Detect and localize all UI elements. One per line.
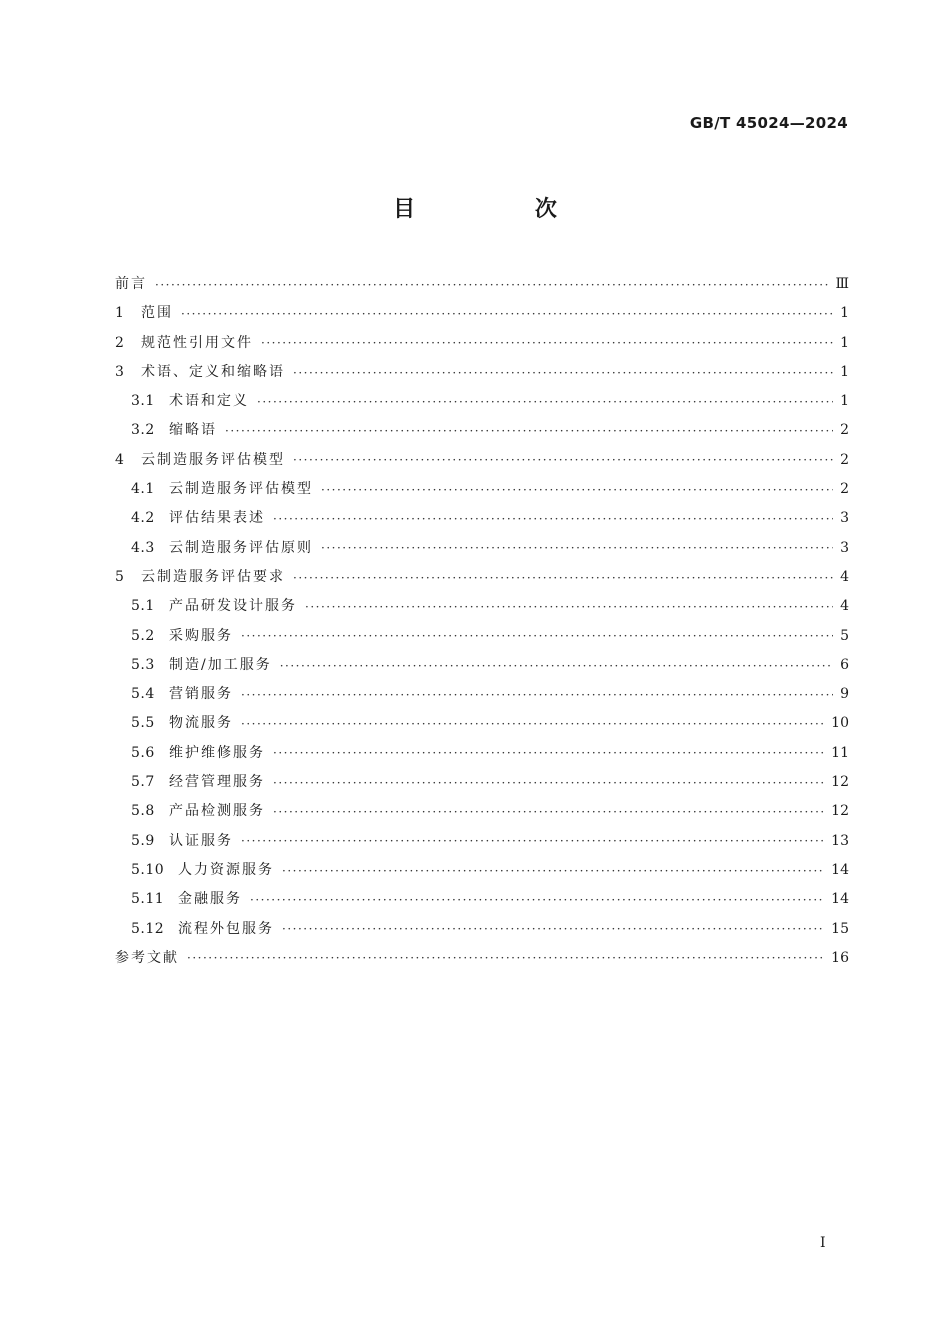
toc-entry-page: Ⅲ <box>835 276 849 292</box>
toc-entry-number: 4.2 <box>131 510 155 527</box>
toc-entry-label: 规范性引用文件 <box>141 334 253 351</box>
toc-leader-dots <box>273 746 825 760</box>
toc-entry-number: 5.1 <box>131 598 155 615</box>
toc-leader-dots <box>321 483 833 497</box>
toc-entry-label: 云制造服务评估原则 <box>169 539 313 556</box>
toc-leader-dots <box>155 278 829 292</box>
toc-entry-number: 4 <box>115 451 125 468</box>
toc-entry-page: 3 <box>840 539 849 556</box>
toc-entry-page: 3 <box>840 510 849 527</box>
toc-entry-label: 云制造服务评估要求 <box>141 568 285 585</box>
toc-leader-dots <box>293 453 833 467</box>
toc-entry-page: 11 <box>831 744 849 761</box>
toc-entry-page: 9 <box>840 686 849 703</box>
standard-number: GB/T 45024—2024 <box>689 114 848 132</box>
toc-leader-dots <box>282 922 825 936</box>
toc-leader-dots <box>293 571 833 585</box>
toc-entry[interactable] <box>115 446 849 475</box>
toc-entry[interactable] <box>115 329 849 358</box>
toc-leader-dots <box>250 893 825 907</box>
toc-entry-label: 产品研发设计服务 <box>169 598 297 615</box>
toc-entry-page: 2 <box>840 481 849 498</box>
toc-entry-label: 术语、定义和缩略语 <box>141 363 285 380</box>
toc-entry-label: 产品检测服务 <box>169 803 265 820</box>
toc-entry-page: 10 <box>831 715 849 732</box>
toc-entry[interactable] <box>115 768 849 797</box>
toc-leader-dots <box>241 717 825 731</box>
toc-entry-number: 3.2 <box>131 422 155 439</box>
toc-leader-dots <box>257 395 833 409</box>
toc-entry-label: 流程外包服务 <box>178 920 274 937</box>
toc-entry-label: 前言 <box>115 276 147 292</box>
toc-entry-number: 5 <box>115 568 125 585</box>
toc-leader-dots <box>321 541 833 555</box>
toc-entry[interactable] <box>115 915 849 944</box>
toc-entry[interactable] <box>115 299 849 328</box>
toc-entry[interactable] <box>115 387 849 416</box>
toc-leader-dots <box>225 424 833 438</box>
toc-entry-label: 云制造服务评估模型 <box>141 451 285 468</box>
toc-entry[interactable] <box>115 827 849 856</box>
toc-entry-number: 4.3 <box>131 539 155 556</box>
toc-leader-dots <box>280 659 833 673</box>
toc-entry-number: 4.1 <box>131 481 155 498</box>
toc-entry-page: 6 <box>840 656 849 673</box>
toc-entry-number: 5.12 <box>131 920 165 937</box>
toc-entry-page: 1 <box>840 363 849 380</box>
toc-leader-dots <box>273 805 825 819</box>
toc-entry-number: 5.2 <box>131 627 155 644</box>
page-title: 目 次 <box>393 197 613 222</box>
toc-entry-page: 1 <box>840 334 849 351</box>
toc-leader-dots <box>187 951 825 965</box>
toc-entry-page: 15 <box>831 920 849 937</box>
toc-entry-number: 5.5 <box>131 715 155 732</box>
toc-entry-label: 术语和定义 <box>169 393 249 410</box>
toc-entry-number: 5.9 <box>131 832 155 849</box>
toc-entry-number: 2 <box>115 334 125 351</box>
toc-entry[interactable] <box>115 622 849 651</box>
toc-leader-dots <box>181 307 833 321</box>
toc-leader-dots <box>273 512 833 526</box>
toc-entry-page: 1 <box>840 305 849 322</box>
toc-leader-dots <box>241 834 825 848</box>
toc-entry-label: 人力资源服务 <box>178 861 274 878</box>
toc-entry-number: 3.1 <box>131 393 155 410</box>
page-folio: I <box>820 1235 826 1251</box>
toc-entry-number: 5.6 <box>131 744 155 761</box>
toc-entry[interactable] <box>115 709 849 738</box>
toc-entry[interactable] <box>115 416 849 445</box>
toc-leader-dots <box>305 600 833 614</box>
toc-entry-page: 12 <box>831 774 849 791</box>
toc-entry-label: 缩略语 <box>169 422 217 439</box>
toc-entry-number: 5.8 <box>131 803 155 820</box>
toc-entry[interactable] <box>115 856 849 885</box>
toc-entry-number: 5.3 <box>131 656 155 673</box>
toc-entry[interactable] <box>115 739 849 768</box>
toc-entry-label: 采购服务 <box>169 627 233 644</box>
toc-entry-page: 5 <box>840 627 849 644</box>
toc-entry-page: 1 <box>840 393 849 410</box>
toc-leader-dots <box>241 629 833 643</box>
toc-entry[interactable] <box>115 475 849 504</box>
toc-leader-dots <box>282 864 825 878</box>
toc-leader-dots <box>261 336 833 350</box>
toc-entry-number: 5.7 <box>131 774 155 791</box>
toc-entry-page: 4 <box>840 568 849 585</box>
toc-leader-dots <box>273 776 825 790</box>
toc-entry[interactable] <box>115 592 849 621</box>
toc-entry-number: 3 <box>115 363 125 380</box>
toc-entry[interactable] <box>115 797 849 826</box>
toc-entry-page: 14 <box>831 861 849 878</box>
toc-entry-label: 范围 <box>141 305 173 322</box>
toc-entry-label: 经营管理服务 <box>169 774 265 791</box>
toc-entry[interactable] <box>115 563 849 592</box>
toc-entry-number: 5.10 <box>131 861 165 878</box>
toc-entry-label: 维护维修服务 <box>169 744 265 761</box>
toc-entry-label: 制造/加工服务 <box>169 656 272 673</box>
toc-entry-label: 参考文献 <box>115 949 179 966</box>
toc-entry-page: 12 <box>831 803 849 820</box>
toc-entry-page: 2 <box>840 451 849 468</box>
toc-entry-label: 金融服务 <box>178 891 242 908</box>
toc-leader-dots <box>293 366 833 380</box>
toc-entry[interactable] <box>115 270 849 299</box>
toc-entry-page: 13 <box>831 832 849 849</box>
toc-entry-label: 认证服务 <box>169 832 233 849</box>
toc-entry-page: 14 <box>831 891 849 908</box>
toc-entry[interactable] <box>115 680 849 709</box>
toc-entry[interactable] <box>115 504 849 533</box>
toc-entry-page: 4 <box>840 598 849 615</box>
toc-entry-label: 评估结果表述 <box>169 510 265 527</box>
toc-entry-page: 16 <box>831 949 849 966</box>
toc-entry[interactable] <box>115 534 849 563</box>
toc-entry[interactable] <box>115 358 849 387</box>
toc-entry-number: 5.11 <box>131 891 165 908</box>
toc-entry[interactable] <box>115 944 849 973</box>
toc-entry-number: 1 <box>115 305 125 322</box>
toc-entry-label: 物流服务 <box>169 715 233 732</box>
toc-entry-label: 营销服务 <box>169 686 233 703</box>
toc-entry-page: 2 <box>840 422 849 439</box>
toc-entry[interactable] <box>115 651 849 680</box>
toc-entry-label: 云制造服务评估模型 <box>169 481 313 498</box>
table-of-contents <box>115 270 849 973</box>
toc-entry-number: 5.4 <box>131 686 155 703</box>
toc-entry[interactable] <box>115 885 849 914</box>
toc-leader-dots <box>241 688 833 702</box>
